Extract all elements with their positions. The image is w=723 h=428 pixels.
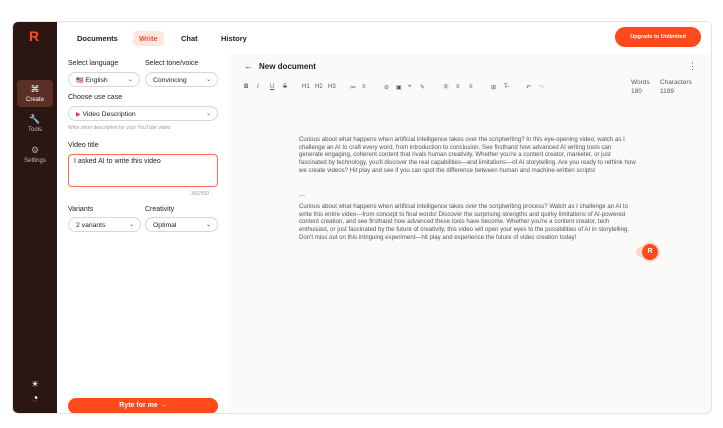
rail-item-tools[interactable] [17, 114, 53, 133]
create-icon: ⌘ [30, 84, 40, 94]
redo-icon[interactable]: ↷ [539, 85, 545, 91]
user-avatar-icon[interactable]: ◔ [31, 391, 39, 405]
language-select[interactable] [68, 72, 140, 87]
app-window [12, 21, 712, 414]
paragraph-separator: — [299, 193, 305, 199]
rail-item-create[interactable] [17, 80, 53, 107]
video-title-input[interactable]: I asked AI to write this video [68, 154, 218, 187]
settings-panel [57, 54, 230, 413]
variants-label: Variants [68, 206, 94, 213]
characters-label: Characters [660, 79, 692, 86]
use-case-label: Choose use case [68, 94, 123, 101]
use-case-value: Video Description [82, 111, 136, 118]
upgrade-button[interactable]: Upgrade to Unlimited [615, 27, 701, 47]
chevron-down-icon: ⌄ [205, 111, 211, 117]
generated-paragraph-2[interactable]: Curious about what happens when artificial intelligence takes over the scriptwriting process? Watch as I challenge an AI to write this entire video—from concept to final words! Discover the surprising strengths and quirky limitations of AI-powered content creation, and see firsthand how advanced these tools have become. Whether you're a content creator, tech enthusiast, or just fascinated by the future of creativity, this video will open your eyes to the possibilities of AI in storytelling. Don't miss out on this intriguing experiment—hit play and experience the future of video creation today! [299, 203, 630, 241]
chevron-down-icon: ⌄ [205, 222, 211, 228]
align-right-icon[interactable]: ≡ [469, 84, 473, 90]
creativity-label: Creativity [145, 206, 175, 213]
rail-item-label: Create [25, 97, 44, 103]
tab-write[interactable]: Write [133, 31, 164, 46]
align-left-icon[interactable]: ≡ [444, 84, 448, 90]
variants-value: 2 variants [76, 222, 106, 229]
chevron-down-icon: ⌄ [127, 77, 133, 83]
image-icon[interactable]: ▣ [396, 85, 402, 91]
table-icon[interactable]: ⊞ [491, 85, 497, 91]
strike-button[interactable]: S [283, 84, 288, 90]
rail-item-label: Tools [27, 127, 42, 133]
use-case-select[interactable] [68, 106, 218, 121]
app-logo: R [29, 28, 40, 44]
rail-item-label: Settings [24, 158, 46, 164]
creativity-value: Optimal [153, 222, 177, 229]
h1-button[interactable]: H1 [302, 84, 310, 90]
more-options-icon[interactable]: ⋮ [688, 61, 697, 71]
assistant-button[interactable]: R [642, 244, 658, 260]
quote-icon[interactable]: ❝ [408, 85, 412, 91]
generated-paragraph-1[interactable]: Curious about what happens when artificial intelligence takes over the scriptwriting? In this eye-opening video, watch as I challenge an AI to craft every word, from introduction to conclusion. See firsthand how advanced AI writing tools can generate engaging, coherent content that rivals human creativity. Whether you're a content creator, marketer, or just fascinated by technology, you'll discover the real capabilities—and limitations—of AI storytelling. Are you ready to rethink how we create videos? Hit play and see if you can spot the difference between human and machine-written scripts! [299, 136, 636, 174]
wrench-icon: 🔧 [29, 114, 41, 124]
gear-icon: ⚙ [30, 145, 40, 155]
clear-format-icon[interactable]: T̶ [504, 84, 508, 90]
italic-button[interactable]: I [257, 84, 259, 90]
ryte-for-me-button[interactable]: Ryte for me → [68, 398, 218, 414]
tab-history[interactable]: History [221, 34, 247, 43]
link-icon[interactable]: ⊘ [384, 85, 390, 91]
undo-icon[interactable]: ↶ [526, 85, 532, 91]
creativity-select[interactable] [145, 217, 218, 232]
flag-icon: 🇺🇸 [76, 78, 84, 84]
tone-select[interactable] [145, 72, 218, 87]
back-arrow-icon[interactable]: ← [244, 61, 253, 71]
chevron-down-icon: ⌄ [205, 77, 211, 83]
chevron-down-icon: ⌄ [128, 222, 134, 228]
characters-count: 1199 [660, 88, 674, 95]
bullet-list-icon[interactable]: ≔ [350, 85, 356, 91]
theme-toggle-icon[interactable]: ☀ [30, 379, 40, 389]
document-editor [229, 54, 711, 413]
language-value: English [85, 77, 108, 84]
rail-item-settings[interactable] [17, 145, 53, 164]
words-label: Words [631, 79, 650, 86]
youtube-icon: ▶ [76, 112, 81, 118]
numbered-list-icon[interactable]: ≡ [362, 84, 366, 90]
h3-button[interactable]: H3 [328, 84, 336, 90]
bold-button[interactable]: B [244, 84, 249, 90]
tab-chat[interactable]: Chat [181, 34, 198, 43]
variants-select[interactable] [68, 217, 141, 232]
underline-button[interactable]: U [270, 84, 275, 90]
language-label: Select language [68, 60, 119, 67]
h2-button[interactable]: H2 [315, 84, 323, 90]
words-count: 180 [631, 88, 642, 95]
side-rail [13, 22, 57, 413]
video-title-label: Video title [68, 142, 99, 149]
tab-documents[interactable]: Documents [77, 34, 118, 43]
tone-value: Convincing [153, 77, 187, 84]
align-center-icon[interactable]: ≡ [456, 84, 460, 90]
char-counter: 30/2500 [191, 191, 210, 197]
use-case-hint: Write short description for your YouTube video [68, 125, 171, 131]
top-bar [57, 22, 711, 55]
tone-label: Select tone/voice [145, 60, 199, 67]
highlight-icon[interactable]: ✎ [420, 85, 426, 91]
document-title[interactable]: New document [259, 62, 316, 71]
